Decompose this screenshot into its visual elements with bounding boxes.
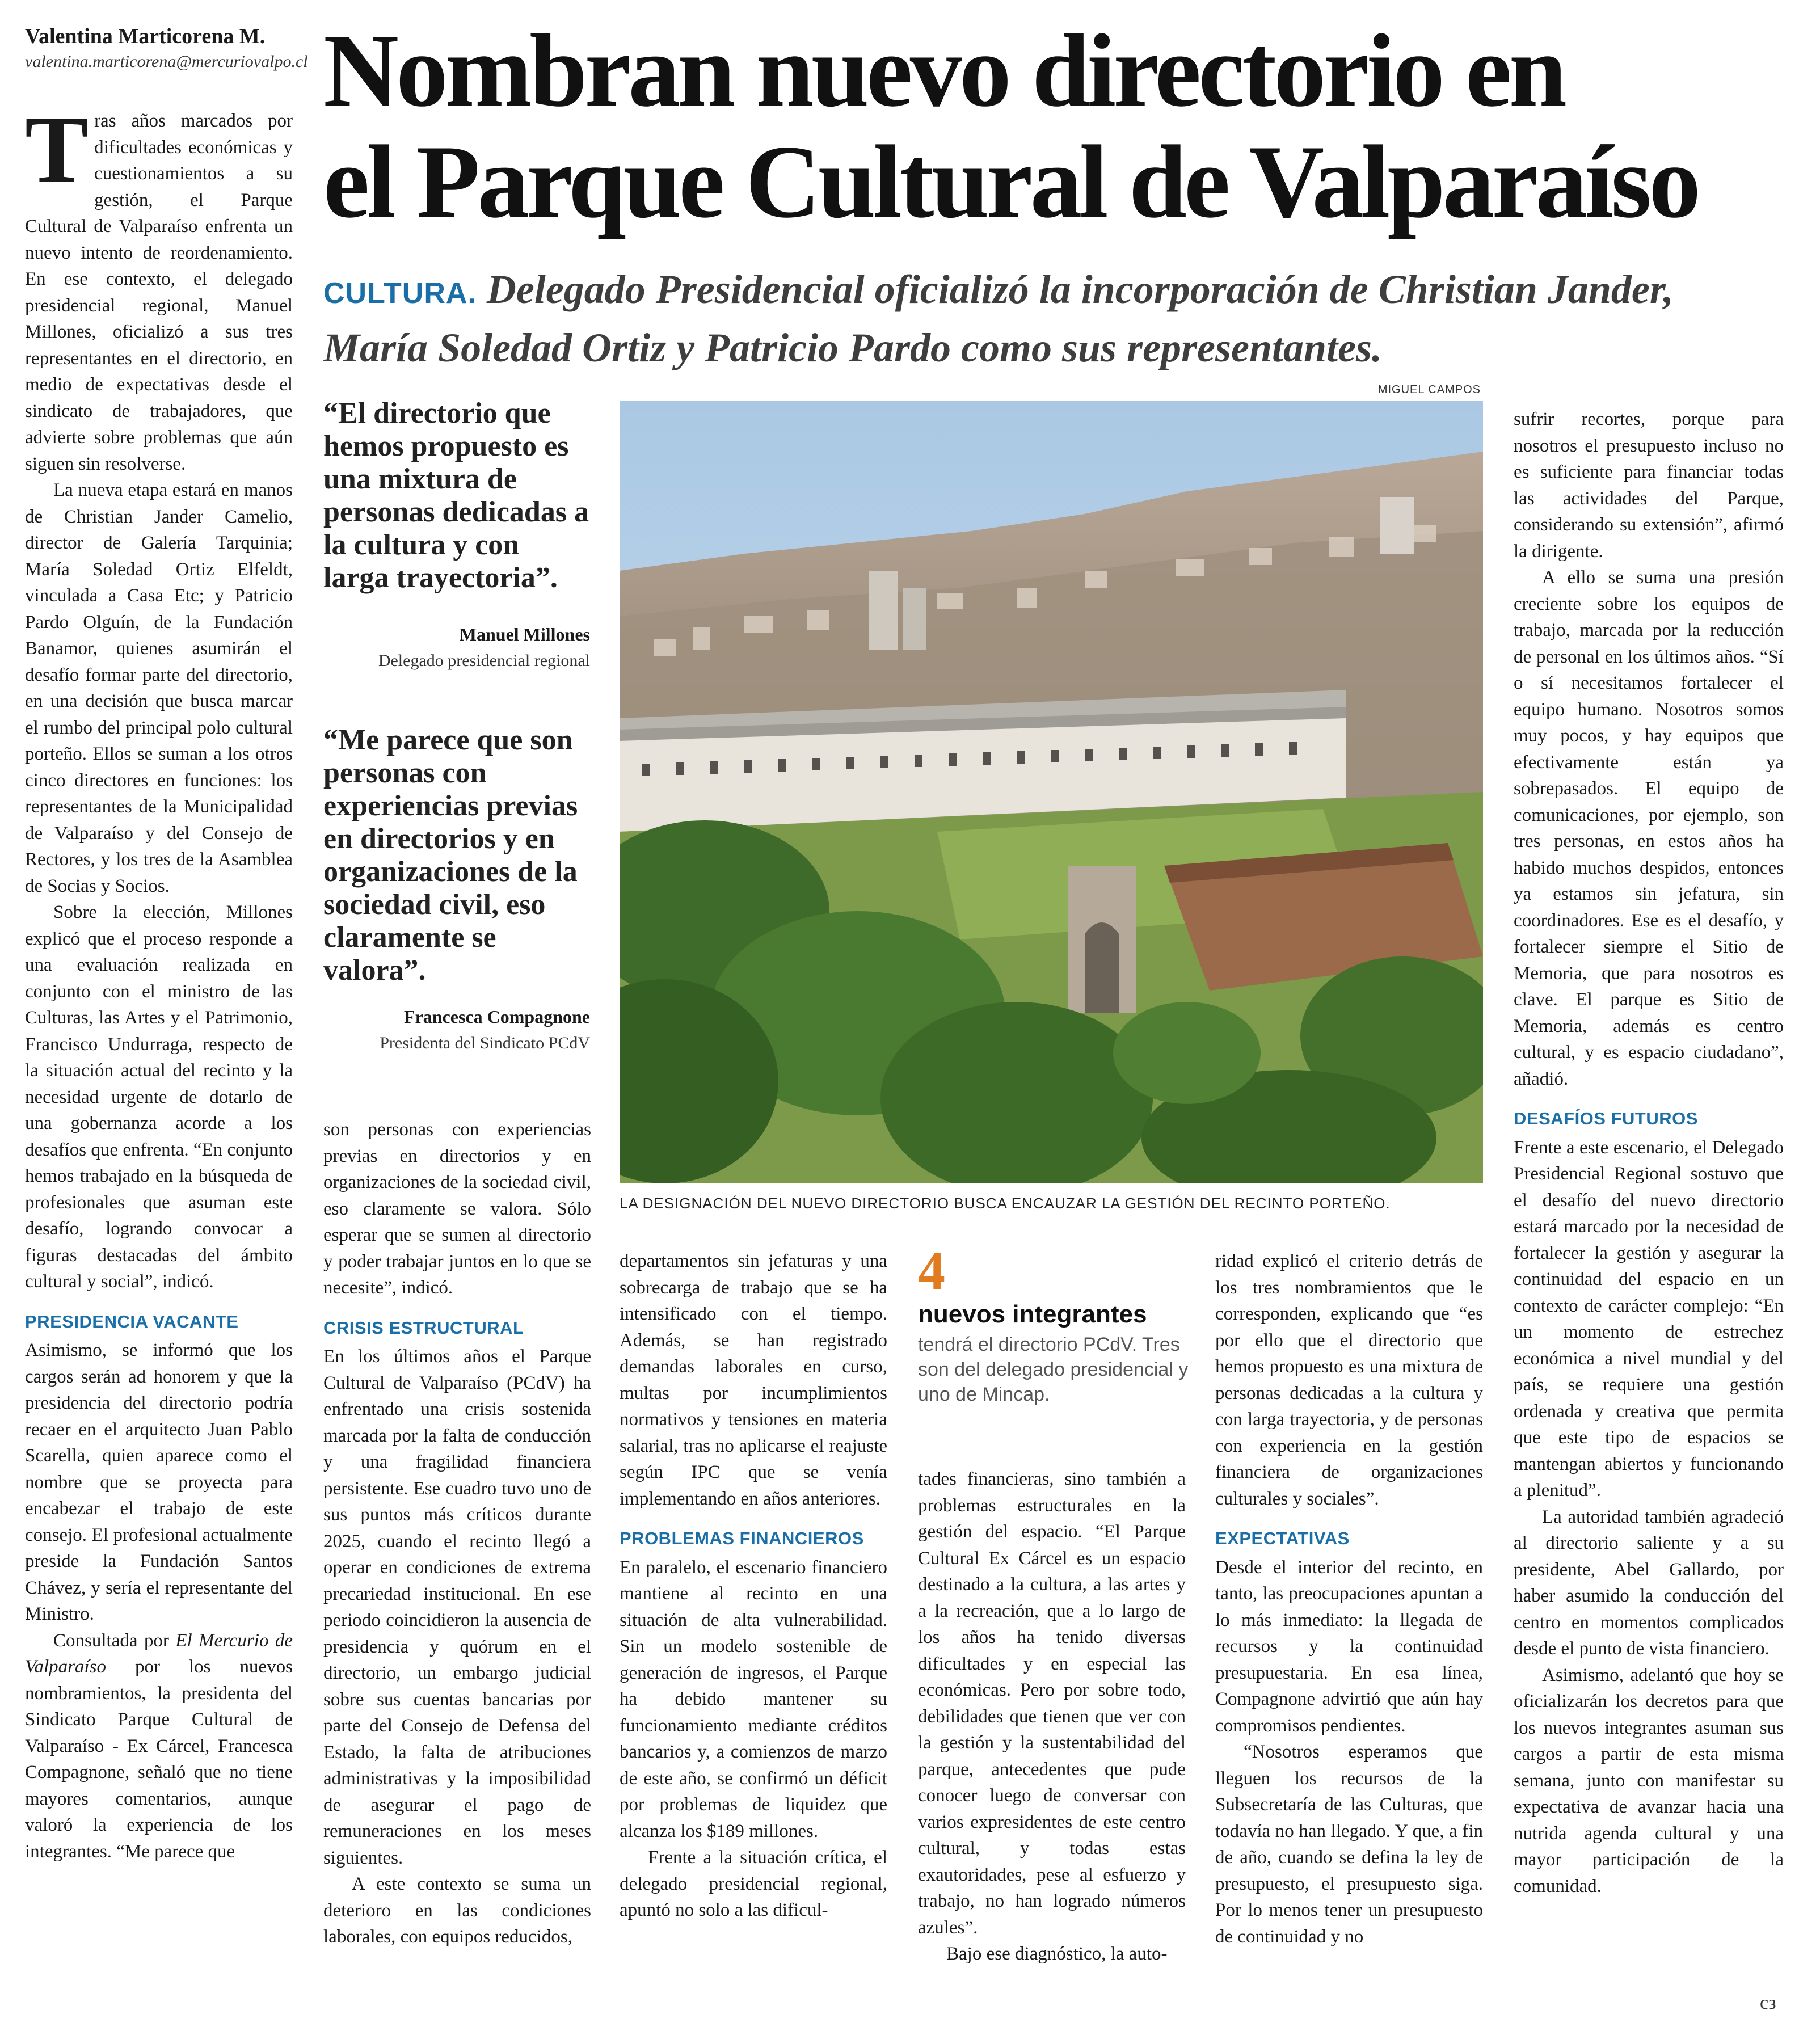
stat-number: 4: [918, 1240, 945, 1301]
section-tag: CULTURA.: [323, 277, 477, 310]
article-column-5: [1215, 1248, 1483, 2020]
paragraph: Tras años marcados por dificultades económicas y cuestionamientos a su gestión, el Parque Cultural de Valparaíso enfrenta un nuevo intento de reordenamiento. En ese contexto, el delegado presidencial regional, Manuel Millones, oficializó a sus tres representantes en el directorio, en medio de expectativas desde el sindicato de trabajadores, que advierte sobre problemas que aún siguen sin resolverse.: [25, 108, 293, 474]
subheading-problemas: PROBLEMAS FINANCIEROS: [620, 1528, 864, 1548]
article-photo: [620, 401, 1483, 1183]
headline: [323, 12, 1798, 239]
end-of-article-mark: cз: [1760, 1992, 1776, 2013]
byline-email: valentina.marticorena@mercuriovalpo.cl: [25, 52, 308, 71]
photo-caption: LA DESIGNACIÓN DEL NUEVO DIRECTORIO BUSCA ENCAUZAR LA GESTIÓN DEL RECINTO PORTEÑO.: [620, 1195, 1391, 1212]
paragraph: En paralelo, el escenario financiero mantiene al recinto en una situación de alta vulnerabilidad. Sin un modelo sostenible de generación de ingresos, el Parque ha debido mantener su funcionamiento mediante créditos bancarios y, a comienzos de marzo de este año, se confirmó un déficit por problemas de liquidez que alcanza los $189 millones.: [620, 1557, 887, 1842]
pull-quote-1-role: Delegado presidencial regional: [378, 651, 590, 670]
article-column-4: [918, 1466, 1186, 2020]
paragraph: La autoridad también agradeció al directorio saliente y a su presidente, Abel Gallardo, por haber asumido la conducción del centro en momentos complicados desde el punto de vista financiero.: [1514, 1506, 1784, 1659]
subheading-desafios: DESAFÍOS FUTUROS: [1514, 1109, 1698, 1128]
pull-quote-2-author: Francesca Compagnone: [404, 1006, 590, 1027]
byline-author: Valentina Marticorena M.: [25, 24, 266, 48]
photo-valparaiso-park: [620, 401, 1483, 1183]
paragraph: Asimismo, adelantó que hoy se oficializarán los decretos para que los nuevos integrantes asuman sus cargos a partir de esta misma semana, junto con manifestar su expectativa de avanzar hacia una nutrida agenda cultural y una mayor participación de la comunidad.: [1514, 1665, 1784, 1897]
paragraph: A este contexto se suma un deterioro en las condiciones laborales, con equipos reducidos,: [323, 1874, 591, 1947]
paragraph: Bajo ese diagnóstico, la auto-: [946, 1944, 1168, 1964]
paragraph: Frente a la situación crítica, el delegado presidencial regional, apuntó no solo a las dificul-: [620, 1847, 887, 1920]
headline-line-2: el Parque Cultural de Valparaíso: [323, 124, 1699, 239]
paragraph: tades financieras, sino también a problemas estructurales en la gestión del espacio. “El Parque Cultural Ex Cárcel es un espacio destinado a la cultura, a las artes y a la recreación, que a lo largo de los años ha tenido diversas dificultades y en especial las económicas. Pero por sobre todo, debilidades que tienen que ver con la gestión y la sustentabilidad del parque, antecedentes que pude conocer luego de conversar con varios expresidentes de este centro cultural, y todas estas exautoridades, pese al esfuerzo y trabajo, no han logrado números azules”.: [918, 1469, 1186, 1938]
subheading-crisis: CRISIS ESTRUCTURAL: [323, 1317, 524, 1338]
paragraph: “Nosotros esperamos que lleguen los recursos de la Subsecretaría de las Culturas, que todavía no han llegado. Y que, a fin de año, cuando se defina la ley de presupuesto, el presupuesto siga. Por lo menos tener un presupuesto de continuidad y no: [1215, 1742, 1483, 1947]
pull-quote-1-author: Manuel Millones: [459, 624, 590, 644]
drop-cap: T: [25, 108, 89, 203]
pull-quote-2: “Me parece que son personas con experiencias previas en directorios y en organizaciones de la sociedad civil, eso claramente se valora”.: [323, 724, 578, 987]
newspaper-name: El Mercurio de Valparaíso: [25, 1630, 293, 1677]
deck-line-2: María Soledad Ortiz y Patricio Pardo como sus representantes.: [323, 325, 1383, 370]
paragraph: La nueva etapa estará en manos de Christian Jander Camelio, director de Galería Tarquinia; María Soledad Ortiz Elfeldt, vinculada a Casa Etc; y Patricio Pardo Olguín, de la Fundación Banamor, quienes asumirán el desafío formar parte del directorio, en una decisión que busca marcar el rumbo del principal polo cultural porteño. Ellos se suman a los otros cinco directores en funciones: los representantes de la Municipalidad de Valparaíso y del Consejo de Rectores, y los tres de la Asamblea de Socias y Socios.: [25, 480, 293, 896]
deck: [323, 262, 1798, 375]
photo-credit: MIGUEL CAMPOS: [1377, 384, 1481, 396]
paragraph: ridad explicó el criterio detrás de los tres nombramientos que le corresponden, explicando que “es por ello que el directorio que hemos propuesto es una mixtura de personas dedicadas a la cultura y con larga trayectoria, y de personas con experiencia en la gestión financiera de organizaciones culturales y sociales”.: [1215, 1251, 1483, 1509]
deck-line-1: [323, 262, 1798, 321]
pull-quote-1: “El directorio que hemos propuesto es una mixtura de personas dedicadas a la cultura y con larga trayectoria”.: [323, 397, 589, 594]
headline-line-1: Nombran nuevo directorio en: [323, 12, 1565, 128]
pull-quote-2-role: Presidenta del Sindicato PCdV: [380, 1034, 590, 1052]
article-column-6: [1514, 406, 1784, 2023]
paragraph: son personas con experiencias previas en directorios y en organizaciones de la sociedad civil, eso claramente se valora. Sólo esperar que se sumen al directorio y poder trabajar juntos en lo que se necesite”, indicó.: [323, 1119, 591, 1298]
paragraph: Asimismo, se informó que los cargos serán ad honorem y que la presidencia del directorio podría recaer en el arquitecto Juan Pablo Scarella, quien aparece como el nombre que se proyecta para encabezar el trabajo de este consejo. El profesional actualmente preside la Fundación Santos Chávez, y sería el representante del Ministro.: [25, 1340, 293, 1624]
stat-label: nuevos integrantes: [918, 1300, 1147, 1328]
paragraph: A ello se suma una presión creciente sobre los equipos de trabajo, marcada por la reducción de personal en los últimos años. “Sí o sí necesitamos fortalecer el equipo humano. Nosotros somos muy pocos, y hay equipos que efectivamente están ya sobrepasados. El equipo de comunicaciones, por ejemplo, son tres personas, en estos años ha habido muchos despidos, entonces ya estamos sin jefatura, sin coordinadores. Ese es el desafío, y fortalecer siempre el Sitio de Memoria, que para nosotros es clave. El parque es Sitio de Memoria, además es centro cultural, y es espacio ciudadano”, añadió.: [1514, 567, 1784, 1089]
paragraph: Sobre la elección, Millones explicó que el proceso responde a una evaluación realizada en conjunto con el ministro de las Culturas, las Artes y el Patrimonio, Francisco Undurraga, respecto de la situación actual del recinto y la necesidad urgente de dotarlo de una gobernanza acorde a los desafíos que enfrenta. “En conjunto hemos trabajado en la búsqueda de profesionales que asuman este desafío, logrando convocar a figuras destacadas del ámbito cultural y social”, indicó.: [25, 902, 293, 1292]
paragraph: departamentos sin jefaturas y una sobrecarga de trabajo que se ha intensificado con el tiempo. Además, se han registrado demandas laborales en curso, multas por incumplimientos normativos y tensiones en materia salarial, tras no aplicarse el reajuste según IPC que se venía implementando en años anteriores.: [620, 1251, 887, 1509]
stat-description: tendrá el directorio PCdV. Tres son del delegado presidencial y uno de Mincap.: [918, 1334, 1189, 1405]
subheading-expectativas: EXPECTATIVAS: [1215, 1528, 1350, 1548]
paragraph: Frente a este escenario, el Delegado Presidencial Regional sostuvo que el desafío del nuevo directorio estará marcado por la necesidad de fortalecer la gestión y asegurar la continuidad del espacio en un contexto de carácter complejo: “En un momento de estrechez económica a nivel mundial y del país, se requiere una gestión ordenada y creativa que permita que este tipo de espacios se mantengan abiertos y funcionando a plenitud”.: [1514, 1137, 1784, 1501]
article-column-2: [323, 1116, 591, 2019]
paragraph: Desde el interior del recinto, en tanto, las preocupaciones apuntan a lo más inmediato: la llegada de recursos y la continuidad presupuestaria. En esa línea, Compagnone advirtió que aún hay compromisos pendientes.: [1215, 1557, 1483, 1736]
article-column-1: [25, 108, 293, 2020]
deck-text-1: Delegado Presidencial oficializó la incorporación de Christian Jander,: [486, 267, 1674, 312]
paragraph: En los últimos años el Parque Cultural de Valparaíso (PCdV) ha enfrentado una crisis sostenida marcada por la falta de conducción y una fragilidad financiera persistente. Ese cuadro tuvo uno de sus puntos más críticos durante 2025, cuando el recinto llegó a operar en condiciones de extrema precariedad institucional. En ese periodo coincidieron la ausencia de presidencia y quórum en el directorio, un embargo judicial sobre sus cuentas bancarias por parte del Consejo de Defensa del Estado, la falta de atribuciones administrativas y la imposibilidad de asegurar el pago de remuneraciones en los meses siguientes.: [323, 1346, 591, 1868]
subheading-presidencia: PRESIDENCIA VACANTE: [25, 1311, 239, 1331]
article-column-3: [620, 1248, 887, 2020]
paragraph: sufrir recortes, porque para nosotros el presupuesto incluso no es suficiente para financiar todas las actividades del Parque, considerando su extensión”, afirmó la dirigente.: [1514, 409, 1784, 562]
paragraph: Consultada por El Mercurio de Valparaíso por los nuevos nombramientos, la presidenta del Sindicato Parque Cultural de Valparaíso - Ex Cárcel, Francesca Compagnone, señaló que no tiene mayores comentarios, aunque valoró la experiencia de los integrantes. “Me parece que: [25, 1630, 293, 1862]
